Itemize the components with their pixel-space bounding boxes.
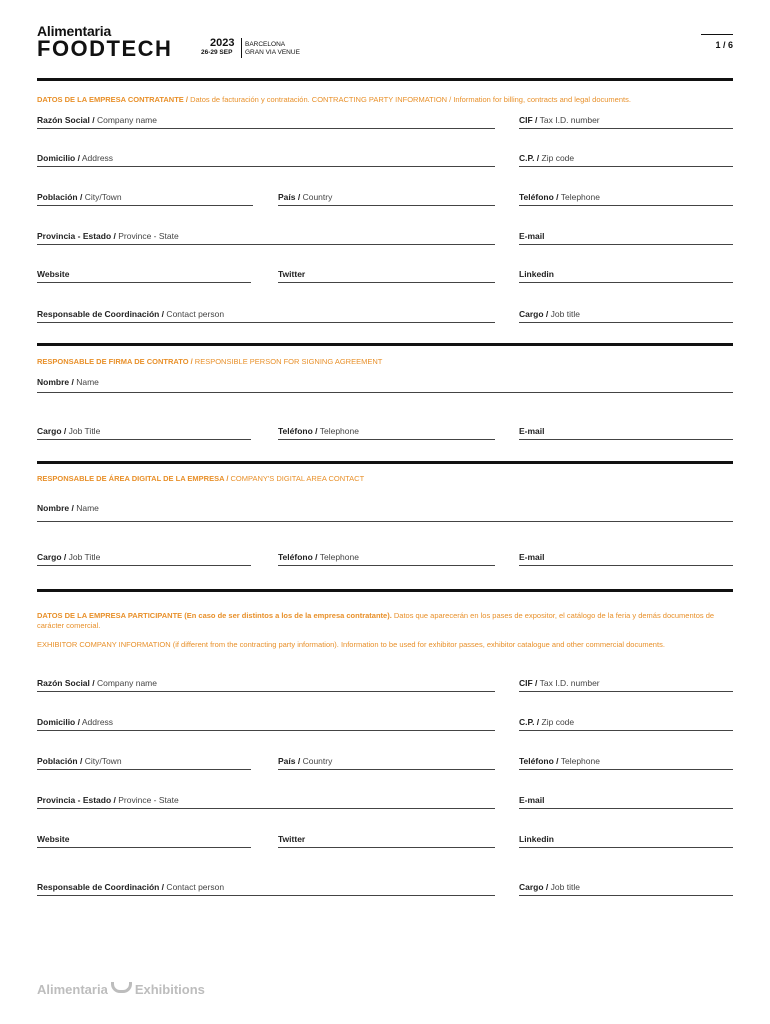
field-label-signer-name: Nombre / Name — [37, 377, 99, 387]
section-divider — [37, 343, 733, 346]
page-number: 1 / 6 — [715, 40, 733, 50]
input-exh-job-title[interactable] — [519, 895, 733, 896]
field-label-digital-telephone: Teléfono / Telephone — [278, 552, 359, 562]
section-divider — [37, 78, 733, 81]
input-exh-country[interactable] — [278, 769, 495, 770]
field-label-exh-contact-person: Responsable de Coordinación / Contact person — [37, 882, 225, 892]
field-label-website: Website — [37, 269, 70, 279]
input-exh-province[interactable] — [37, 808, 495, 809]
section-title-contracting: DATOS DE LA EMPRESA CONTRATANTE / Datos de facturación y contratación. CONTRACTING PARTY INFORMATION / Information for billing, contracts and legal documents. — [37, 95, 631, 104]
footer-exhibitions: Exhibitions — [134, 982, 205, 997]
section-title-digital: RESPONSABLE DE ÁREA DIGITAL DE LA EMPRESA / COMPANY'S DIGITAL AREA CONTACT — [37, 474, 365, 483]
input-exh-email[interactable] — [519, 808, 733, 809]
input-exh-twitter[interactable] — [278, 847, 495, 848]
input-website[interactable] — [37, 282, 251, 283]
input-exh-tax-id[interactable] — [519, 691, 733, 692]
field-label-exh-twitter: Twitter — [278, 834, 306, 844]
header-divider — [241, 38, 242, 58]
field-label-signer-telephone: Teléfono / Telephone — [278, 426, 359, 436]
field-label-digital-job: Cargo / Job Title — [37, 552, 101, 562]
event-dates: 26-29 SEP — [201, 49, 233, 56]
section-title-exhibitor: DATOS DE LA EMPRESA PARTICIPANTE (En caso de ser distintos a los de la empresa contratante). Datos que aparecerán en los pases de expositor, el catálogo de la feria y demás documentos de carácter comercial. — [37, 611, 715, 630]
field-label-exh-province: Provincia - Estado / Province - State — [37, 795, 179, 805]
field-label-exh-linkedin: Linkedin — [519, 834, 554, 844]
field-label-digital-email: E-mail — [519, 552, 545, 562]
field-label-signer-job: Cargo / Job Title — [37, 426, 101, 436]
field-label-exh-zip: C.P. / Zip code — [519, 717, 575, 727]
input-job-title[interactable] — [519, 322, 733, 323]
field-label-country: País / Country — [278, 192, 333, 202]
field-label-signer-email: E-mail — [519, 426, 545, 436]
input-exh-city[interactable] — [37, 769, 251, 770]
input-exh-contact-person[interactable] — [37, 895, 495, 896]
input-exh-zip[interactable] — [519, 730, 733, 731]
field-label-exh-city: Población / City/Town — [37, 756, 122, 766]
field-label-exh-tax-id: CIF / Tax I.D. number — [519, 678, 600, 688]
field-label-telephone: Teléfono / Telephone — [519, 192, 600, 202]
event-year: 2023 — [210, 37, 235, 49]
input-email[interactable] — [519, 244, 733, 245]
input-exh-address[interactable] — [37, 730, 495, 731]
brand-logo: FOODTECH — [37, 36, 173, 61]
field-label-exh-company-name: Razón Social / Company name — [37, 678, 157, 688]
smile-icon — [111, 982, 132, 993]
input-digital-telephone[interactable] — [278, 565, 495, 566]
field-label-exh-job-title: Cargo / Job title — [519, 882, 580, 892]
field-label-province: Provincia - Estado / Province - State — [37, 231, 179, 241]
input-city[interactable] — [37, 205, 253, 206]
input-signer-telephone[interactable] — [278, 439, 495, 440]
field-label-exh-telephone: Teléfono / Telephone — [519, 756, 600, 766]
field-label-contact-person: Responsable de Coordinación / Contact person — [37, 309, 225, 319]
input-exh-linkedin[interactable] — [519, 847, 733, 848]
input-exh-telephone[interactable] — [519, 769, 733, 770]
input-telephone[interactable] — [519, 205, 733, 206]
brand-top: Alimentaria — [37, 23, 112, 39]
input-digital-name[interactable] — [37, 521, 733, 522]
input-signer-job[interactable] — [37, 439, 251, 440]
input-contact-person[interactable] — [37, 322, 495, 323]
field-label-exh-email: E-mail — [519, 795, 545, 805]
input-country[interactable] — [278, 205, 495, 206]
input-digital-email[interactable] — [519, 565, 733, 566]
field-label-tax-id: CIF / Tax I.D. number — [519, 115, 600, 125]
footer-brand: Alimentaria — [37, 982, 108, 997]
field-label-email: E-mail — [519, 231, 545, 241]
field-label-twitter: Twitter — [278, 269, 306, 279]
page-rule — [701, 34, 733, 35]
input-exh-company-name[interactable] — [37, 691, 495, 692]
input-linkedin[interactable] — [519, 282, 733, 283]
input-zip[interactable] — [519, 166, 733, 167]
event-venue: GRAN VIA VENUE — [245, 49, 300, 56]
section-title-signing: RESPONSABLE DE FIRMA DE CONTRATO / RESPONSIBLE PERSON FOR SIGNING AGREEMENT — [37, 357, 383, 366]
input-signer-email[interactable] — [519, 439, 733, 440]
field-label-linkedin: Linkedin — [519, 269, 554, 279]
section-description-exhibitor: EXHIBITOR COMPANY INFORMATION (if different from the contracting party information). Information to be used for exhibitor passes, exhibitor catalogue and other commercial documents. — [37, 640, 665, 649]
field-label-job-title: Cargo / Job title — [519, 309, 580, 319]
input-twitter[interactable] — [278, 282, 495, 283]
input-digital-job[interactable] — [37, 565, 251, 566]
field-label-city: Población / City/Town — [37, 192, 122, 202]
input-exh-website[interactable] — [37, 847, 251, 848]
field-label-digital-name: Nombre / Name — [37, 503, 99, 513]
field-label-company-name: Razón Social / Company name — [37, 115, 157, 125]
section-divider — [37, 461, 733, 464]
section-divider — [37, 589, 733, 592]
field-label-exh-website: Website — [37, 834, 70, 844]
input-signer-name[interactable] — [37, 392, 733, 393]
event-city: BARCELONA — [245, 41, 286, 48]
field-label-zip: C.P. / Zip code — [519, 153, 575, 163]
input-company-name[interactable] — [37, 128, 495, 129]
field-label-address: Domicilio / Address — [37, 153, 114, 163]
field-label-exh-address: Domicilio / Address — [37, 717, 114, 727]
input-address[interactable] — [37, 166, 495, 167]
field-label-exh-country: País / Country — [278, 756, 333, 766]
input-province[interactable] — [37, 244, 495, 245]
input-tax-id[interactable] — [519, 128, 733, 129]
footer-logo — [37, 982, 205, 997]
